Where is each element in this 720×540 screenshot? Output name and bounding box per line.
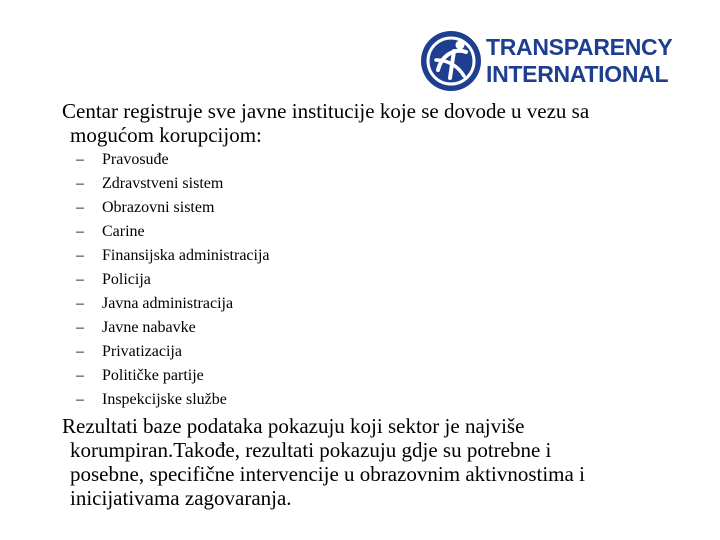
results-line-2: korumpiran.Takođe, rezultati pokazuju gdje su potrebne i bbox=[70, 438, 552, 462]
list-item bbox=[76, 196, 270, 220]
list-item bbox=[76, 292, 270, 316]
sector-label: Privatizacija bbox=[102, 343, 182, 360]
dash-bullet: – bbox=[76, 319, 84, 336]
dash-bullet: – bbox=[76, 175, 84, 192]
list-item bbox=[76, 316, 270, 340]
dash-bullet: – bbox=[76, 391, 84, 408]
list-item bbox=[76, 244, 270, 268]
sector-label: Javne nabavke bbox=[102, 319, 196, 336]
list-item bbox=[76, 148, 270, 172]
dash-bullet: – bbox=[76, 295, 84, 312]
list-item bbox=[76, 268, 270, 292]
list-item bbox=[76, 340, 270, 364]
dash-bullet: – bbox=[76, 343, 84, 360]
list-item bbox=[76, 388, 270, 412]
dash-bullet: – bbox=[76, 247, 84, 264]
list-item bbox=[76, 220, 270, 244]
results-line-1: Rezultati baze podataka pokazuju koji sektor je najviše bbox=[62, 414, 525, 438]
sector-list bbox=[76, 148, 270, 412]
intro-line-1: Centar registruje sve javne institucije koje se dovode u vezu sa bbox=[62, 99, 590, 123]
sector-label: Carine bbox=[102, 223, 145, 240]
sector-label: Javna administracija bbox=[102, 295, 234, 312]
list-item bbox=[76, 364, 270, 388]
sector-label: Zdravstveni sistem bbox=[102, 175, 224, 192]
list-item bbox=[76, 172, 270, 196]
sector-label: Političke partije bbox=[102, 367, 204, 384]
logo-line-1: TRANSPARENCY bbox=[486, 34, 673, 60]
ti-globe-icon bbox=[420, 30, 482, 92]
transparency-international-logo bbox=[420, 28, 690, 94]
results-line-4: inicijativama zagovaranja. bbox=[70, 486, 292, 510]
intro-line-2: mogućom korupcijom: bbox=[70, 123, 262, 147]
dash-bullet: – bbox=[76, 367, 84, 384]
sector-label: Inspekcijske službe bbox=[102, 391, 227, 408]
sector-label: Finansijska administracija bbox=[102, 247, 270, 264]
sector-label: Pravosuđe bbox=[102, 151, 169, 168]
logo-wordmark bbox=[486, 34, 672, 88]
results-paragraph bbox=[62, 414, 702, 510]
sector-label: Policija bbox=[102, 271, 151, 288]
logo-line-2: INTERNATIONAL bbox=[486, 61, 669, 87]
dash-bullet: – bbox=[76, 151, 84, 168]
sector-label: Obrazovni sistem bbox=[102, 199, 215, 216]
dash-bullet: – bbox=[76, 199, 84, 216]
dash-bullet: – bbox=[76, 271, 84, 288]
results-line-3: posebne, specifične intervencije u obrazovnim aktivnostima i bbox=[70, 462, 585, 486]
intro-paragraph bbox=[62, 99, 702, 147]
dash-bullet: – bbox=[76, 223, 84, 240]
